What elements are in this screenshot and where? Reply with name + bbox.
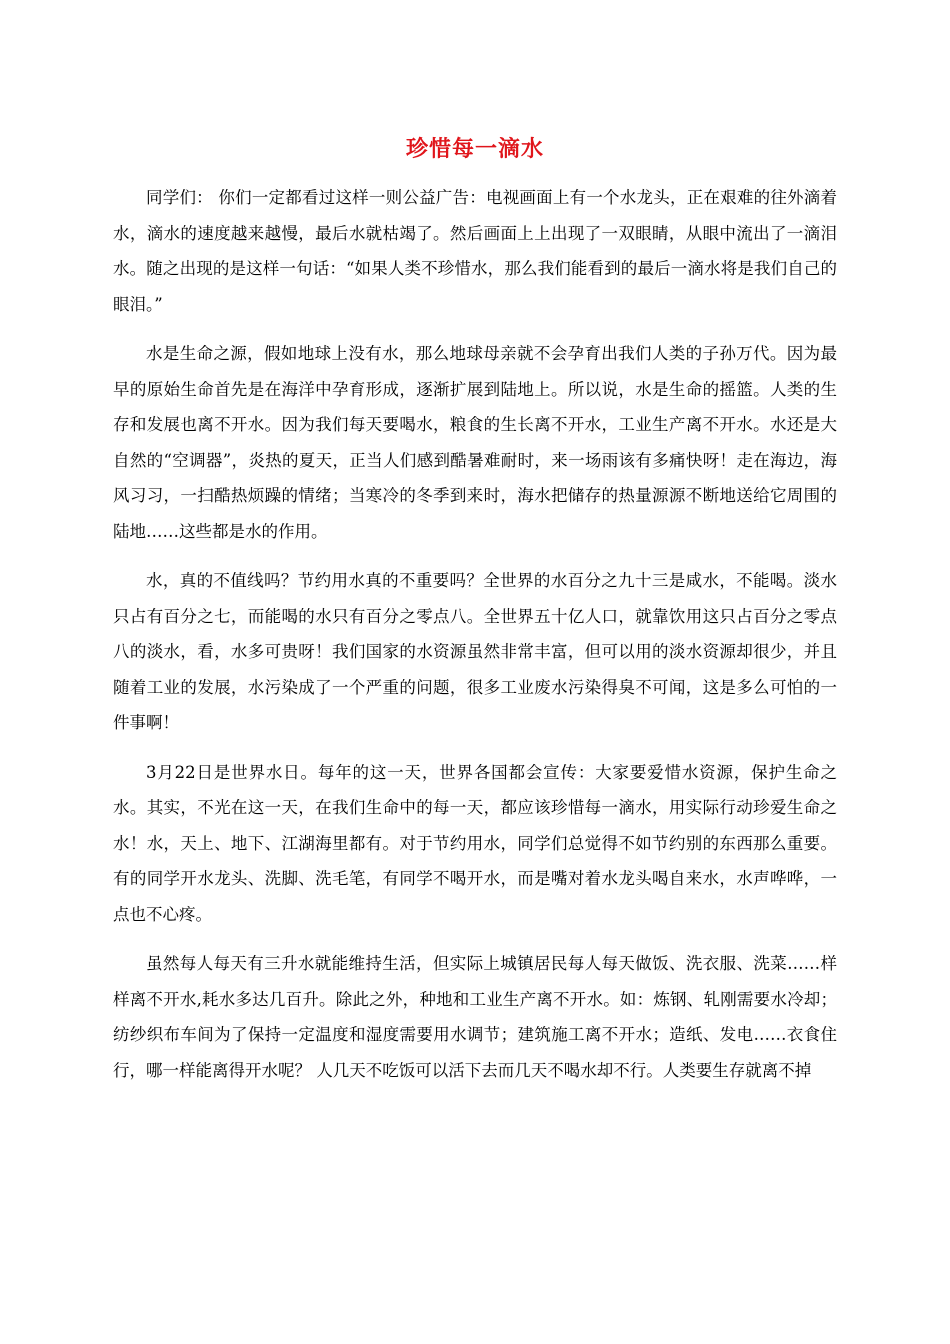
document-body xyxy=(113,180,837,1102)
paragraph-5: 虽然每人每天有三升水就能维持生活，但实际上城镇居民每人每天做饭、洗衣服、洗菜……样样离不开水,耗水多达几百升。除此之外，种地和工业生产离不开水。如：炼钢、轧刚需要水冷却；纺纱织布车间为了保持一定温度和湿度需要用水调节；建筑施工离不开水；造纸、发电……衣食住行，哪一样能离得开水呢？ 人几天不吃饭可以活下去而几天不喝水却不行。人类要生存就离不掉 xyxy=(113,954,837,1080)
paragraph-4: 3月22日是世界水日。每年的这一天，世界各国都会宣传：大家要爱惜水资源，保护生命之水。其实，不光在这一天，在我们生命中的每一天，都应该珍惜每一滴水，用实际行动珍爱生命之水！水，天上、地下、江湖海里都有。对于节约用水，同学们总觉得不如节约别的东西那么重要。有的同学开水龙头、洗脚、洗毛笔，有同学不喝开水，而是嘴对着水龙头喝自来水，水声哗哗，一点也不心疼。 xyxy=(113,762,837,924)
paragraph-3: 水，真的不值线吗？节约用水真的不重要吗？全世界的水百分之九十三是咸水，不能喝。淡水只占有百分之七，而能喝的水只有百分之零点八。全世界五十亿人口，就靠饮用这只占百分之零点八的淡水，看，水多可贵呀！我们国家的水资源虽然非常丰富，但可以用的淡水资源却很少，并且随着工业的发展，水污染成了一个严重的问题，很多工业废水污染得臭不可闻，这是多么可怕的一件事啊！ xyxy=(113,571,837,732)
document-title: 珍惜每一滴水 xyxy=(405,136,544,162)
paragraph-2: 水是生命之源，假如地球上没有水，那么地球母亲就不会孕育出我们人类的子孙万代。因为最早的原始生命首先是在海洋中孕育形成，逐渐扩展到陆地上。所以说，水是生命的摇篮。人类的生存和发展也离不开水。因为我们每天要喝水，粮食的生长离不开水，工业生产离不开水。水还是大自然的“空调器”，炎热的夏天，正当人们感到酷暑难耐时，来一场雨该有多痛快呀！走在海边，海风习习，一扫酷热烦躁的情绪；当寒冷的冬季到来时，海水把储存的热量源源不断地送给它周围的陆地……这些都是水的作用。 xyxy=(113,344,837,541)
paragraph-1: 同学们： 你们一定都看过这样一则公益广告：电视画面上有一个水龙头，正在艰难的往外滴着水，滴水的速度越来越慢，最后水就枯竭了。然后画面上上出现了一双眼睛，从眼中流出了一滴泪水。随之出现的是这样一句话：“如果人类不珍惜水，那么我们能看到的最后一滴水将是我们自己的眼泪。” xyxy=(113,188,837,314)
